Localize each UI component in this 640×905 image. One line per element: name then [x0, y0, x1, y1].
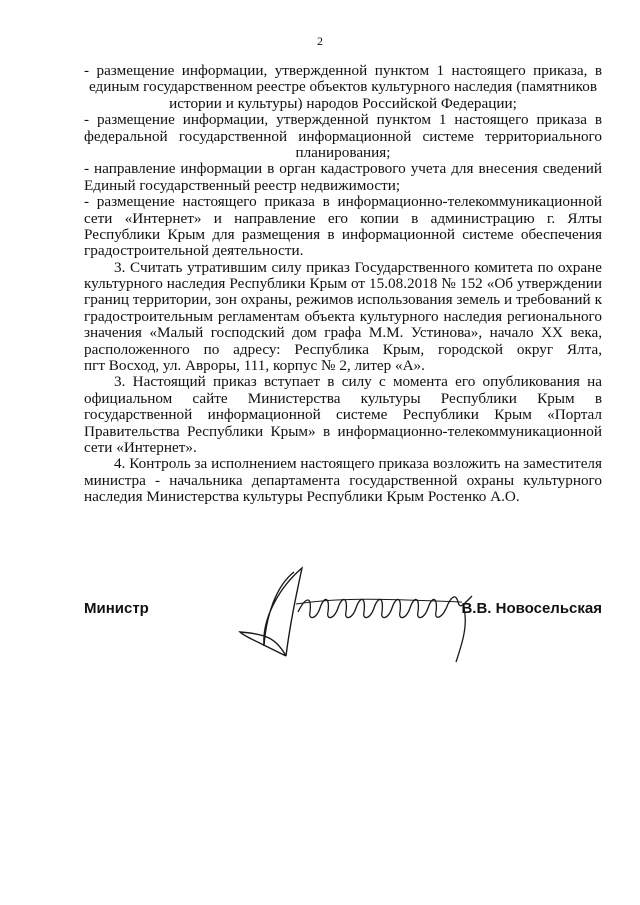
text-line: истории и культуры) народов Российской Федерации; [169, 94, 517, 112]
text-line: 3. Настоящий приказ вступает в силу с момента его опубликования на [114, 374, 602, 391]
text-line: культурного наследия Республики Крым от 15.08.2018 № 152 «Об утверждении [84, 276, 602, 293]
text-line: федеральной государственной информационной системе территориального [84, 128, 602, 145]
text-line: наследия Министерства культуры Республики Крым Ростенко А.О. [84, 488, 520, 506]
text-line: градостроительной деятельности. [84, 242, 304, 260]
text-line: - размещение настоящего приказа в информационно-телекоммуникационной [84, 194, 602, 211]
text-line: - размещение информации, утвержденной пунктом 1 настоящего приказа, в [84, 63, 602, 79]
text-line: 3. Считать утратившим силу приказ Государственного комитета по охране [114, 259, 602, 276]
text-line: планирования; [295, 143, 391, 161]
text-line: - направление информации в орган кадастрового учета для внесения сведений [84, 161, 602, 178]
text-line: пгт Восход, ул. Авроры, 111, корпус № 2, литер «А». [84, 357, 425, 375]
text-line: значения «Малый господский дом графа М.М. Устинова», начало XX века, [84, 325, 602, 342]
text-line: единым государственном реестре объектов культурного наследия (памятников [89, 78, 597, 96]
text-line: расположенного по адресу: Республика Крым, городской округ Ялта, [84, 341, 602, 358]
text-line: Республики Крым для размещения в информационной системе обеспечения [84, 226, 602, 243]
text-line: сети «Интернет». [84, 438, 197, 456]
text-line: 4. Контроль за исполнением настоящего приказа возложить на заместителя [114, 456, 602, 473]
page-number: 2 [317, 34, 323, 48]
text-line: Правительства Республики Крым» в информационно-телекоммуникационной [84, 423, 602, 440]
body-text [84, 63, 602, 506]
text-line: градостроительным регламентам объекта культурного наследия регионального [84, 308, 602, 325]
text-line: границ территории, зон охраны, режимов использования земель и требований к [84, 292, 602, 309]
text-line: Единый государственный реестр недвижимости; [84, 176, 401, 194]
signature-row [84, 600, 602, 630]
text-line: сети «Интернет» и направление его копии в администрацию г. Ялты [84, 210, 602, 227]
text-line: - размещение информации, утвержденной пунктом 1 настоящего приказа в [84, 112, 602, 129]
text-line: официальном сайте Министерства культуры Республики Крым в [84, 390, 602, 407]
text-line: министра - начальника департамента государственной охраны культурного [84, 472, 602, 489]
text-line: государственной информационной системе Республики Крым «Портал [84, 407, 602, 424]
signer-name: В.В. Новосельская [461, 600, 602, 617]
signer-title: Министр [84, 600, 149, 617]
